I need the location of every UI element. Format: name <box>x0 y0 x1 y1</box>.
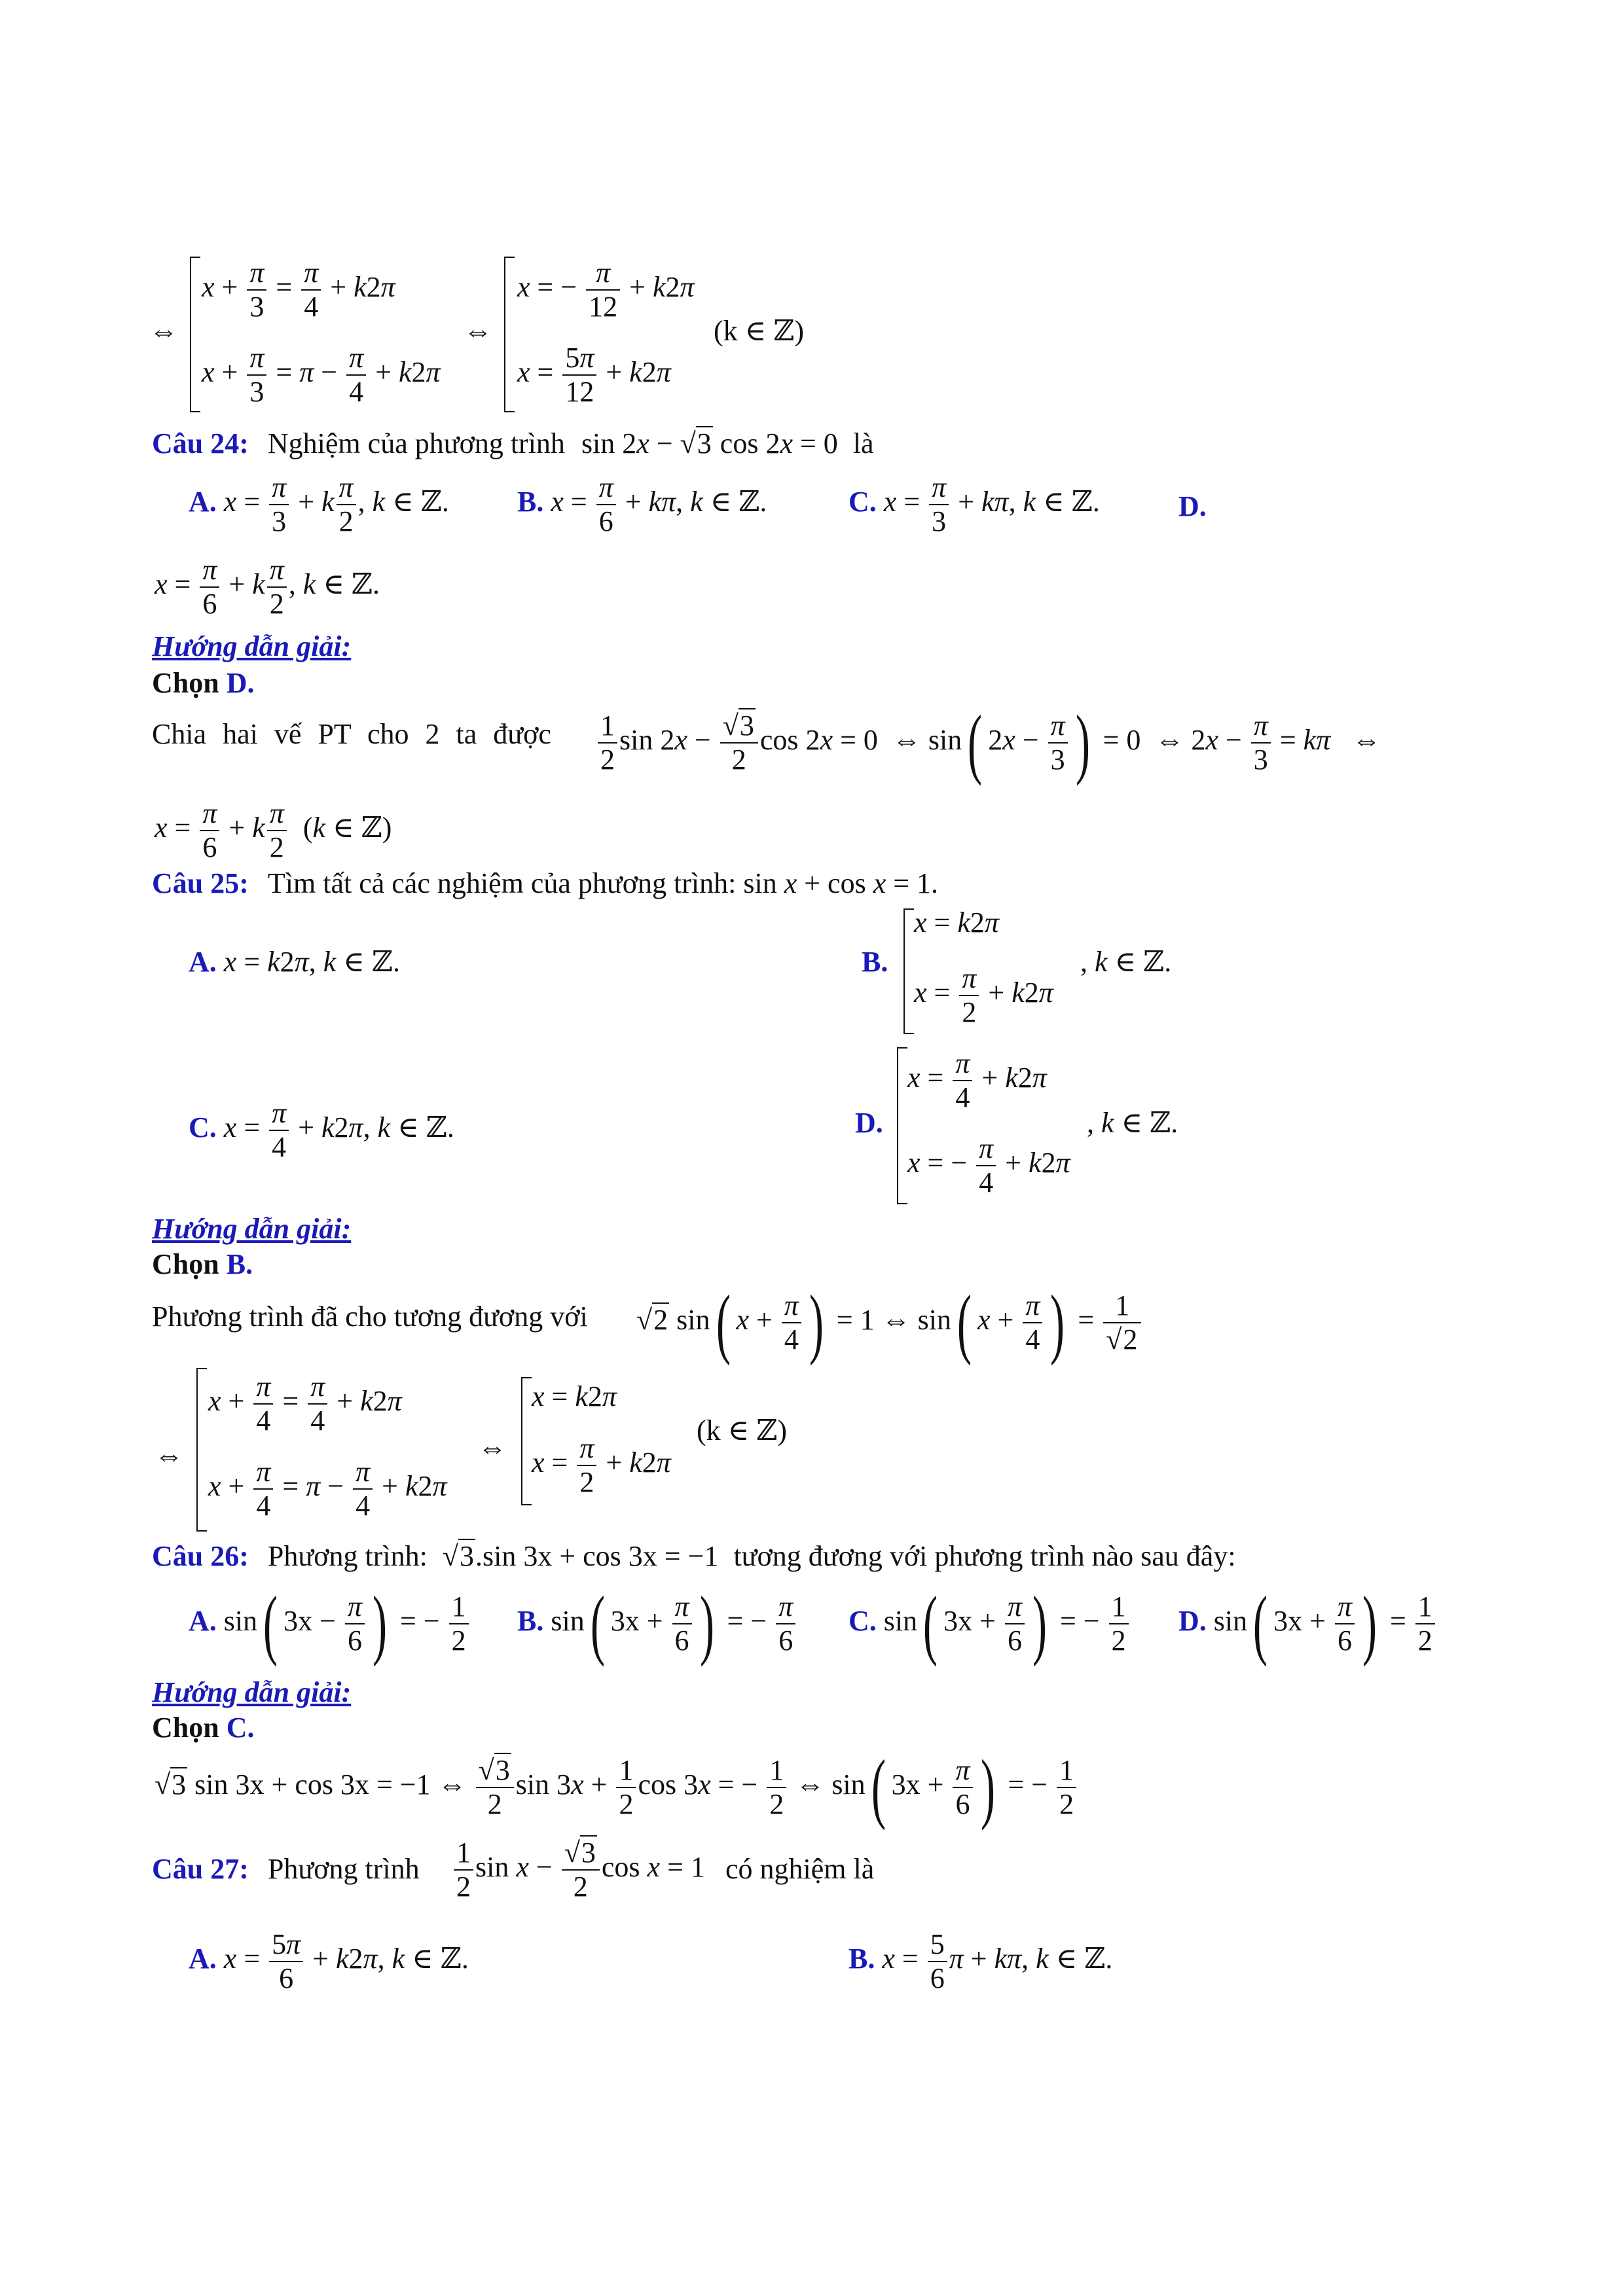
question-equation: sin 2x − √3 cos 2x = 0 <box>581 427 838 459</box>
option-b-line-1: x = k2π <box>914 906 999 939</box>
system-result-1: x = k2π <box>532 1380 617 1412</box>
option-b-line-2: x = $\frac{\pi}{2}$ + k2π <box>914 962 1053 1028</box>
option-b[interactable]: B. x = $\frac{\pi}{6}$ + kπ, k ∈ ℤ. <box>517 471 767 537</box>
equivalence-arrow: ⇔ <box>478 1431 507 1463</box>
equivalence-arrow: ⇔ <box>155 1439 183 1471</box>
system-line-1: x + $\frac{\pi}{3}$ = $\frac{\pi}{4}$ + k2π <box>202 257 395 323</box>
question-tail: có nghiệm là <box>725 1853 875 1885</box>
question-label: Câu 27: <box>152 1853 249 1885</box>
solution-line <box>152 717 551 751</box>
question-text: Tìm tất cả các nghiệm của phương trình: <box>267 867 737 899</box>
question-label: Câu 25: <box>152 867 249 899</box>
option-b[interactable]: B. <box>862 946 888 978</box>
system-result-1: x = − $\frac{\pi}{12}$ + k2π <box>517 257 695 323</box>
condition: (k ∈ ℤ) <box>714 315 804 347</box>
option-d-line-1: x = $\frac{\pi}{4}$ + k2π <box>907 1047 1047 1113</box>
solution-equation: $\frac{1}{2}$ sin 2x − $\frac{√3}{2}$ cos 2x = 0 ⇔ sin( 2x − $\frac{\pi}{3}$ ) = 0 ⇔ 2x − $\frac{\pi}{3}$ = kπ ⇔ <box>596 707 1381 779</box>
option-c[interactable]: C. x = $\frac{\pi}{3}$ + kπ, k ∈ ℤ. <box>848 471 1100 537</box>
option-c[interactable]: C. x = $\frac{\pi}{4}$ + k2π, k ∈ ℤ. <box>189 1097 454 1163</box>
option-a[interactable]: A. x = k2π, k ∈ ℤ. <box>189 946 400 978</box>
question-equation: $\frac{1}{2}$ sin x − $\frac{√3}{2}$ cos x = 1 <box>452 1837 705 1903</box>
system-line-1: x + $\frac{\pi}{4}$ = $\frac{\pi}{4}$ + k2π <box>208 1371 402 1437</box>
solution-final: x = $\frac{\pi}{6}$ + k $\frac{\pi}{2}$ (k ∈ ℤ) <box>155 797 392 863</box>
system-result-2: x = $\frac{5\pi}{12}$ + k2π <box>517 342 671 408</box>
solution-heading: Hướng dẫn giải: <box>152 1213 352 1245</box>
system-line-2: x + $\frac{\pi}{3}$ = π − $\frac{\pi}{4}$ + k2π <box>202 342 441 408</box>
solution-heading: Hướng dẫn giải: <box>152 630 352 662</box>
bracket <box>190 257 191 412</box>
system-line-2: x + $\frac{\pi}{4}$ = π − $\frac{\pi}{4}$ + k2π <box>208 1456 447 1522</box>
question-text: Nghiệm của phương trình <box>267 427 565 459</box>
option-b[interactable]: B. x = $\frac{5}{6}$ π + kπ, k ∈ ℤ. <box>848 1928 1113 1994</box>
question-text: Phương trình <box>267 1853 420 1885</box>
option-b-cond: , k ∈ ℤ. <box>1080 946 1172 978</box>
option-d[interactable]: D. sin( 3x + $\frac{\pi}{6}$ ) = $\frac{1}{2}$ <box>1178 1588 1437 1660</box>
option-b[interactable]: B. sin( 3x + $\frac{\pi}{6}$ ) = − $\frac{\pi}{6}$ <box>517 1588 797 1660</box>
question-text: Phương trình: <box>267 1540 428 1572</box>
option-d-content: x = $\frac{\pi}{6}$ + k $\frac{\pi}{2}$ , k ∈ ℤ. <box>155 554 380 620</box>
question-label: Câu 24: <box>152 427 249 459</box>
option-a[interactable]: A. sin( 3x − $\frac{\pi}{6}$ ) = − $\frac{1}{2}$ <box>189 1588 471 1660</box>
option-a[interactable]: A. x = $\frac{5\pi}{6}$ + k2π, k ∈ ℤ. <box>189 1928 469 1994</box>
solution-text: Phương trình đã cho tương đương với <box>152 1300 588 1333</box>
question-equation: √3.sin 3x + cos 3x = −1 <box>442 1540 719 1572</box>
question-text-post: tương đương với phương trình nào sau đây: <box>733 1540 1236 1572</box>
option-d[interactable]: D. <box>855 1107 883 1139</box>
bracket <box>196 1368 198 1532</box>
question-equation: sin x + cos x = 1. <box>743 867 939 899</box>
bracket <box>903 908 905 1034</box>
equivalence-arrow: ⇔ <box>149 315 178 347</box>
option-d-line-2: x = − $\frac{\pi}{4}$ + k2π <box>907 1132 1070 1198</box>
question-tail: là <box>852 427 874 459</box>
solution-text: Chia hai vế PT cho 2 ta được <box>152 718 551 750</box>
option-c[interactable]: C. sin( 3x + $\frac{\pi}{6}$ ) = − $\frac{1}{2}$ <box>848 1588 1131 1660</box>
question-label: Câu 26: <box>152 1540 249 1572</box>
bracket <box>897 1047 898 1204</box>
condition: (k ∈ ℤ) <box>697 1414 787 1446</box>
system-result-2: x = $\frac{\pi}{2}$ + k2π <box>532 1432 671 1498</box>
chosen-answer: Chọn D. <box>152 667 255 699</box>
solution-equation: √3 sin 3x + cos 3x = −1 ⇔ $\frac{√3}{2}$ sin 3x + $\frac{1}{2}$ cos 3x = − $\frac{1}{2}$ ⇔ sin( 3x + $\frac{\pi}{6}$ ) = − $\frac{1}{2}$ <box>155 1751 1078 1823</box>
solution-heading: Hướng dẫn giải: <box>152 1676 352 1708</box>
option-d-cond: , k ∈ ℤ. <box>1087 1107 1178 1139</box>
chosen-answer: Chọn B. <box>152 1248 253 1280</box>
chosen-answer: Chọn C. <box>152 1712 255 1744</box>
option-a[interactable]: A. x = $\frac{\pi}{3}$ + k $\frac{\pi}{2}$ , k ∈ ℤ. <box>189 471 449 537</box>
option-d[interactable]: D. <box>1178 490 1207 522</box>
bracket <box>504 257 505 412</box>
bracket <box>521 1377 522 1505</box>
solution-equation: √2 sin( x + $\frac{\pi}{4}$ ) = 1 ⇔ sin( x + $\frac{\pi}{4}$ ) = $\frac{1}{√2}$ <box>636 1287 1143 1359</box>
equivalence-arrow: ⇔ <box>464 315 492 347</box>
